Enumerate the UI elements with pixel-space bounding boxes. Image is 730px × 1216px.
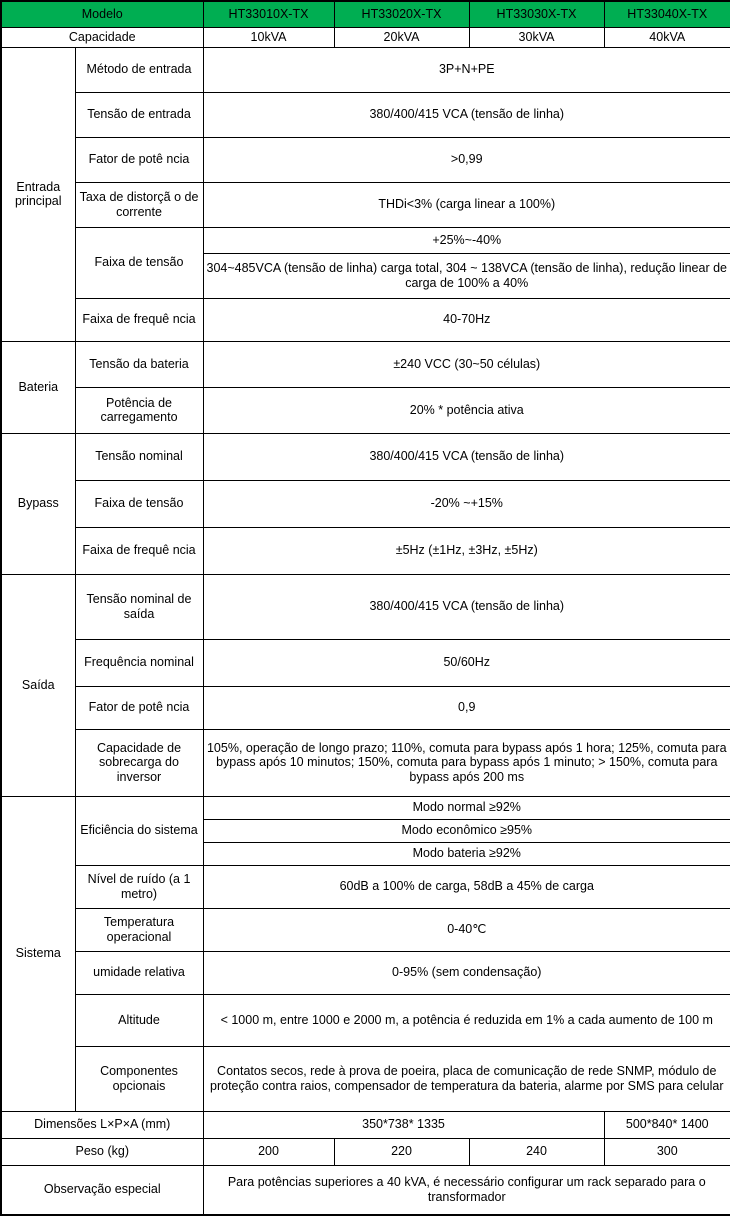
spec-label: Potência de carregamento [75,387,203,433]
weight-row [1,1138,730,1165]
spec-label: Taxa de distorçã o de corrente [75,182,203,227]
spec-value: -20% ~+15% [203,480,730,527]
table-row [1,387,730,433]
table-row [1,92,730,137]
weight-value-1: 200 [203,1138,334,1165]
spec-value: +25%~-40% [203,227,730,253]
table-row [1,480,730,527]
dimensions-value-merged: 350*738* 1335 [203,1111,604,1138]
table-row [1,729,730,796]
group-label-bateria: Bateria [1,341,75,433]
spec-label: Faixa de tensão [75,227,203,298]
spec-value: 380/400/415 VCA (tensão de linha) [203,574,730,639]
table-row [1,47,730,92]
header-model-1: HT33010X-TX [203,1,334,28]
spec-label: Capacidade de sobrecarga do inversor [75,729,203,796]
table-row [1,574,730,639]
spec-label: Faixa de tensão [75,480,203,527]
dimensions-row [1,1111,730,1138]
spec-value: 40-70Hz [203,298,730,341]
capacity-value-1: 10kVA [203,28,334,48]
spec-label: umidade relativa [75,951,203,994]
spec-value: 60dB a 100% de carga, 58dB a 45% de carga [203,865,730,908]
group-label-bypass: Bypass [1,433,75,574]
spec-value: 0-95% (sem condensação) [203,951,730,994]
weight-value-2: 220 [334,1138,469,1165]
weight-value-3: 240 [469,1138,604,1165]
table-row [1,1046,730,1111]
special-note-row [1,1165,730,1215]
spec-label: Frequência nominal [75,639,203,686]
header-model-4: HT33040X-TX [604,1,730,28]
spec-label: Eficiência do sistema [75,796,203,865]
table-row [1,433,730,480]
group-label-sistema: Sistema [1,796,75,1111]
capacity-label: Capacidade [1,28,203,48]
spec-value: Modo econômico ≥95% [203,819,730,842]
spec-label: Método de entrada [75,47,203,92]
spec-value: 20% * potência ativa [203,387,730,433]
table-row [1,908,730,951]
spec-value: >0,99 [203,137,730,182]
spec-value: 0,9 [203,686,730,729]
capacity-value-3: 30kVA [469,28,604,48]
capacity-value-2: 20kVA [334,28,469,48]
table-row [1,182,730,227]
spec-label: Tensão nominal [75,433,203,480]
spec-label: Tensão da bateria [75,341,203,387]
group-label-saida: Saída [1,574,75,796]
spec-value: ±240 VCC (30~50 células) [203,341,730,387]
spec-value: 0-40℃ [203,908,730,951]
spec-value: THDi<3% (carga linear a 100%) [203,182,730,227]
spec-label: Nível de ruído (a 1 metro) [75,865,203,908]
spec-label: Componentes opcionais [75,1046,203,1111]
spec-label: Tensão de entrada [75,92,203,137]
table-row [1,796,730,819]
table-row [1,639,730,686]
header-model-2: HT33020X-TX [334,1,469,28]
spec-label: Fator de potê ncia [75,137,203,182]
table-header-row [1,1,730,28]
spec-value: ±5Hz (±1Hz, ±3Hz, ±5Hz) [203,527,730,574]
spec-label: Tensão nominal de saída [75,574,203,639]
table-row [1,527,730,574]
spec-value: 105%, operação de longo prazo; 110%, comuta para bypass após 1 hora; 125%, comuta para bypass após 10 minutos; 150%, comuta para bypass após 1 minuto; > 150%, comuta para bypass após 200 ms [203,729,730,796]
table-row [1,341,730,387]
table-row [1,865,730,908]
spec-label: Fator de potê ncia [75,686,203,729]
spec-value: 380/400/415 VCA (tensão de linha) [203,433,730,480]
spec-value: 380/400/415 VCA (tensão de linha) [203,92,730,137]
spec-label: Temperatura operacional [75,908,203,951]
table-row [1,298,730,341]
header-model-label: Modelo [1,1,203,28]
capacity-row [1,28,730,48]
table-row [1,994,730,1046]
spec-label: Faixa de frequê ncia [75,298,203,341]
table-row [1,137,730,182]
spec-label: Faixa de frequê ncia [75,527,203,574]
special-note-value: Para potências superiores a 40 kVA, é necessário configurar um rack separado para o transformador [203,1165,730,1215]
weight-label: Peso (kg) [1,1138,203,1165]
group-label-entrada-principal: Entrada principal [1,47,75,341]
dimensions-label: Dimensões L×P×A (mm) [1,1111,203,1138]
spec-value: < 1000 m, entre 1000 e 2000 m, a potência é reduzida em 1% a cada aumento de 100 m [203,994,730,1046]
dimensions-value-last: 500*840* 1400 [604,1111,730,1138]
table-row [1,951,730,994]
spec-value: Modo bateria ≥92% [203,842,730,865]
spec-value: Contatos secos, rede à prova de poeira, placa de comunicação de rede SNMP, módulo de proteção contra raios, compensador de temperatura da bateria, alarme por SMS para celular [203,1046,730,1111]
table-row [1,686,730,729]
capacity-value-4: 40kVA [604,28,730,48]
spec-value: 50/60Hz [203,639,730,686]
spec-value: Modo normal ≥92% [203,796,730,819]
spec-value: 304~485VCA (tensão de linha) carga total, 304 ~ 138VCA (tensão de linha), redução linear de carga de 100% a 40% [203,253,730,298]
weight-value-4: 300 [604,1138,730,1165]
spec-value: 3P+N+PE [203,47,730,92]
spec-label: Altitude [75,994,203,1046]
header-model-3: HT33030X-TX [469,1,604,28]
table-row [1,227,730,253]
special-note-label: Observação especial [1,1165,203,1215]
